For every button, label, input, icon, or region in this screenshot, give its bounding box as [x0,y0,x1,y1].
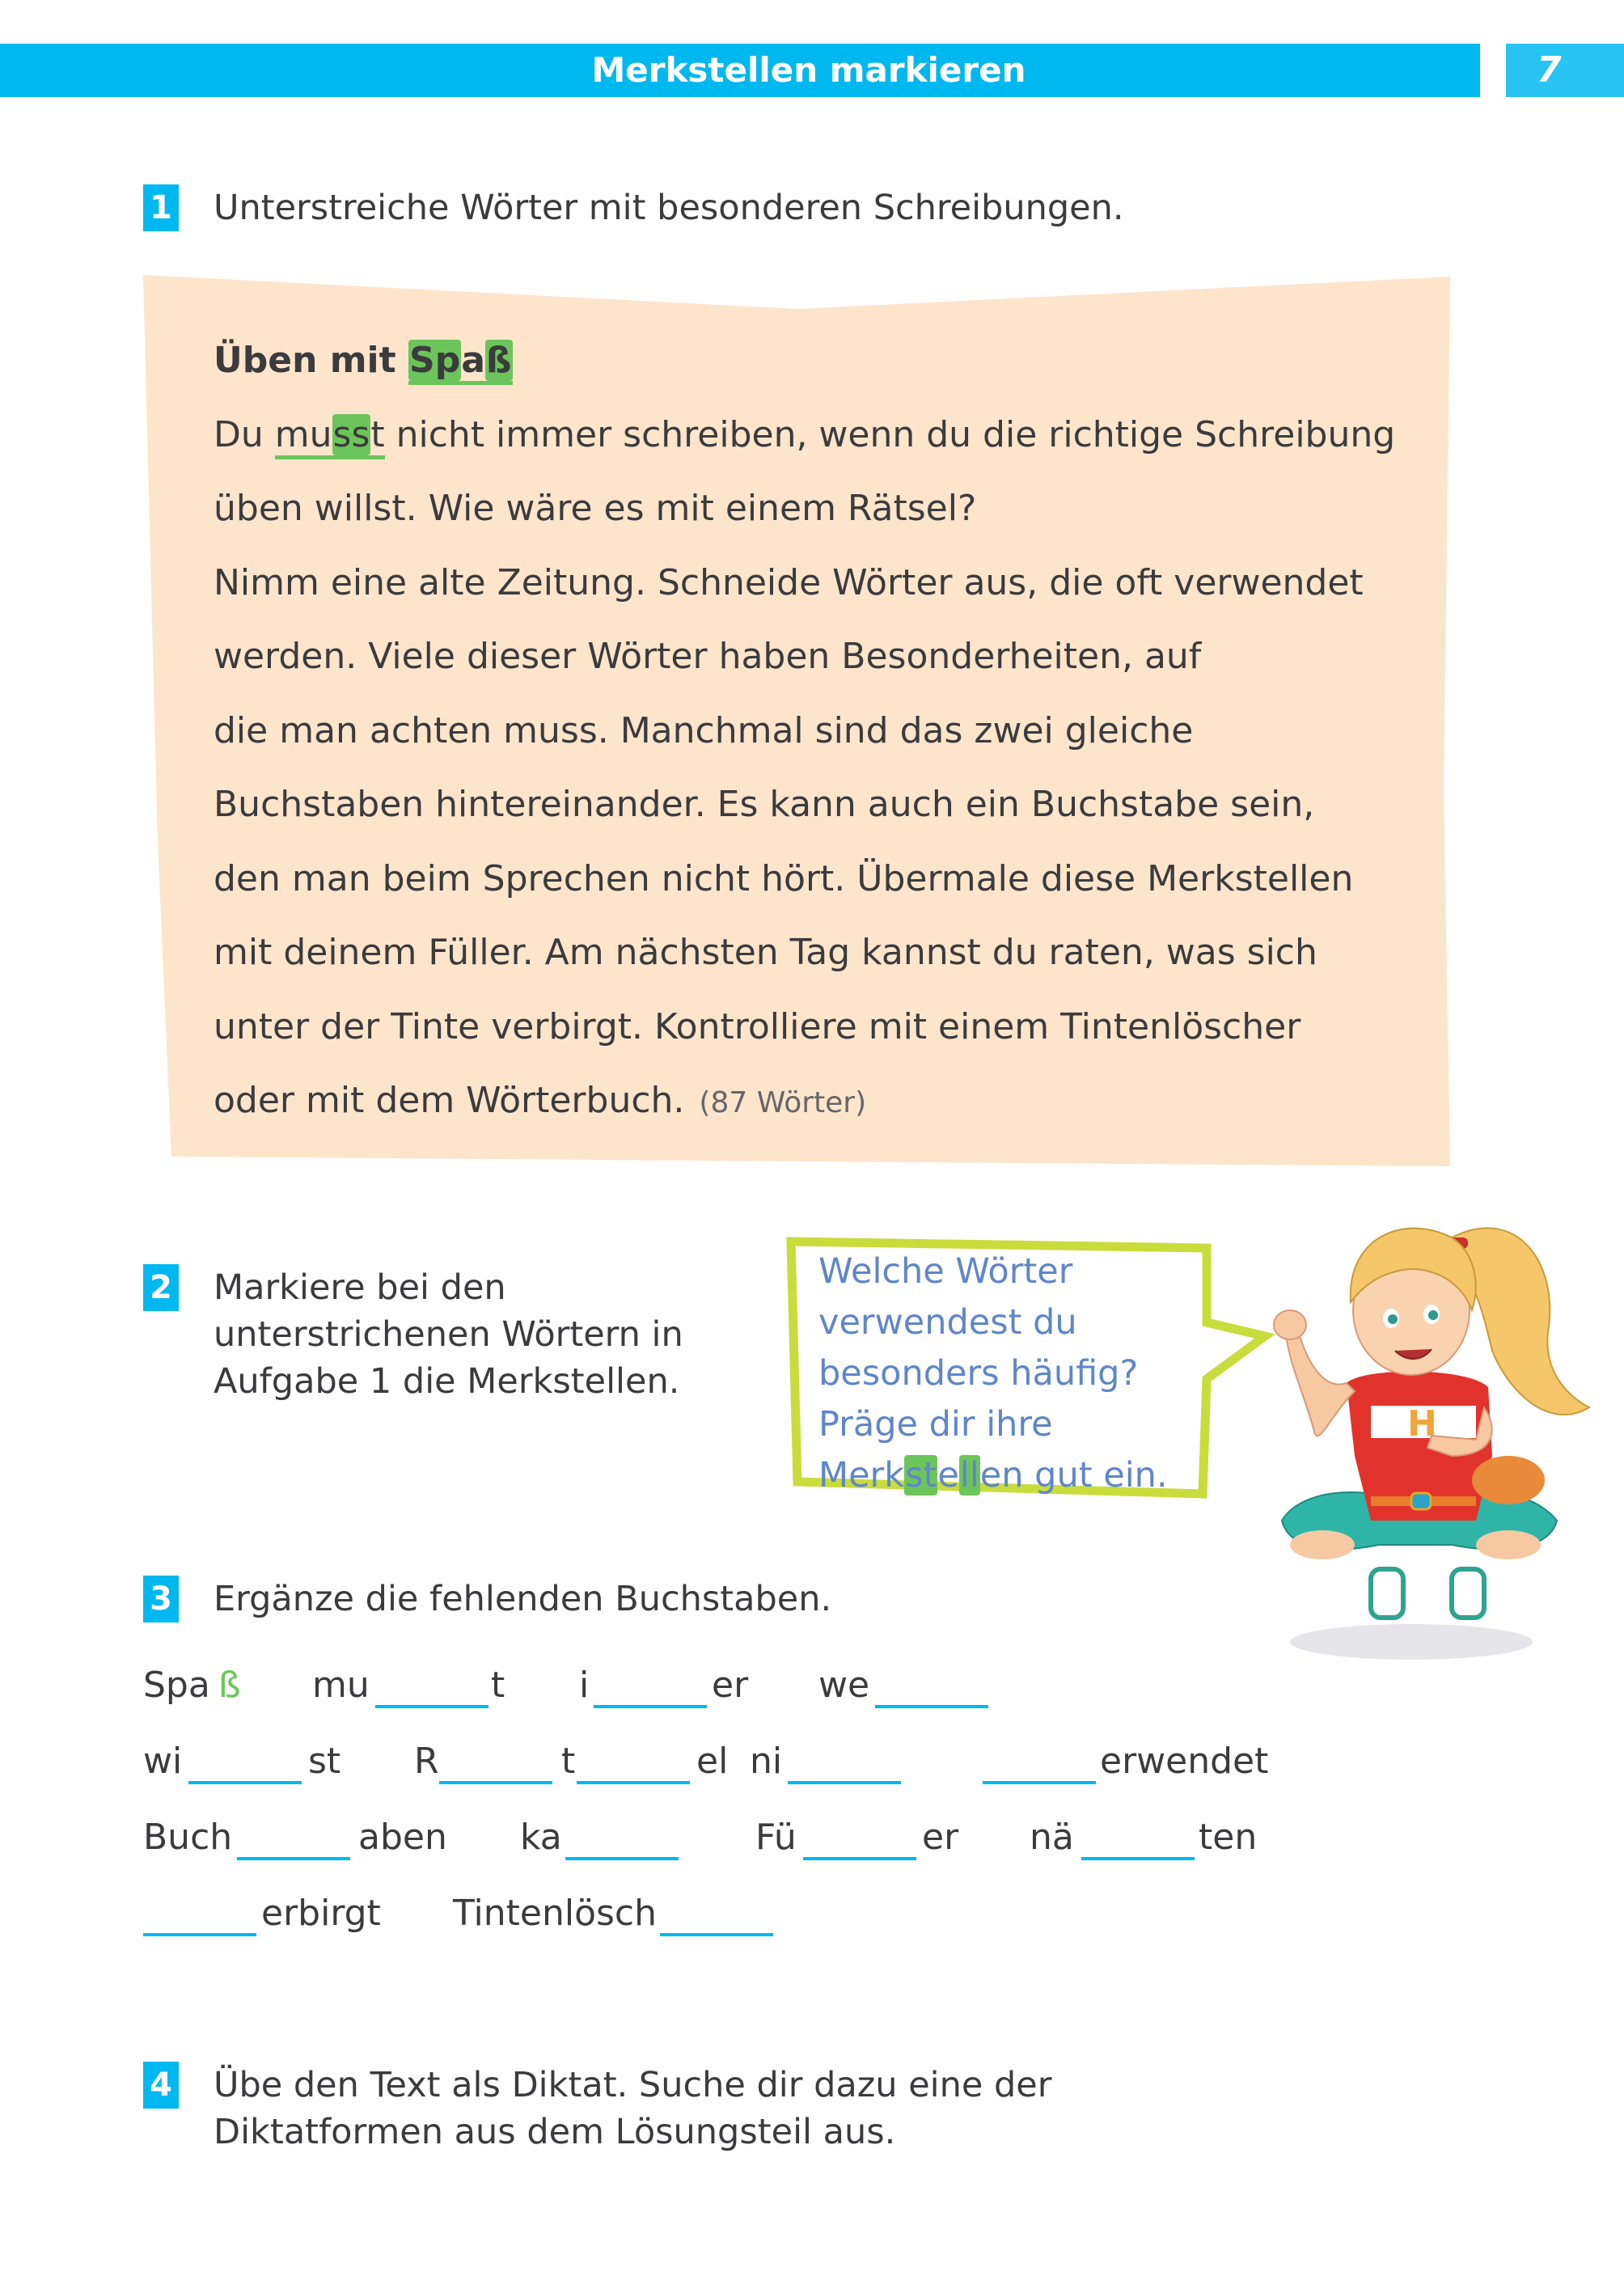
word-fragment: mu [312,1665,370,1706]
word-fragment: er [922,1817,959,1858]
word-fragment: er [712,1665,749,1706]
speech-bubble [786,1235,1288,1510]
task-3-badge: 3 [143,1576,179,1622]
bubble-line: Welche Wörter [818,1251,1073,1292]
box-line: den man beim Sprechen nicht hört. Übermale diese Merkstellen [214,857,1354,899]
word-fragment: i [579,1665,590,1706]
fill-blank[interactable] [577,1781,690,1784]
fill-blank[interactable] [188,1781,302,1784]
fill-blank[interactable] [375,1705,488,1708]
task-2-instruction: Markiere bei den unterstrichenen Wörtern in Aufgabe 1 die Merkstellen. [214,1267,683,1402]
box-line: die man achten muss. Manchmal sind das zwei gleiche [214,709,1194,751]
box-line: Buchstaben hintereinander. Es kann auch ein Buchstabe sein, [214,784,1315,825]
bubble-line: Präge dir ihre [818,1404,1053,1445]
fill-blank[interactable] [143,1933,256,1936]
fill-blank[interactable] [660,1933,773,1936]
word-fragment: t [561,1741,576,1782]
task-1-badge: 1 [143,184,179,231]
task-4-instruction: Übe den Text als Diktat. Suche dir dazu eine der Diktatformen aus dem Lösungsteil aus. [214,2065,1052,2152]
fill-blank[interactable] [237,1857,350,1860]
word-fragment: Tintenlösch [453,1893,657,1934]
word-fragment: nä [1030,1817,1074,1858]
bubble-line: besonders häufig? [818,1353,1139,1394]
page-number: 7 [1506,44,1624,97]
word-fragment: t [491,1665,505,1706]
fill-blank[interactable] [788,1781,901,1784]
word-fragment: el [696,1741,729,1782]
box-line: unter der Tinte verbirgt. Kontrolliere mit einem Tintenlöscher [214,1005,1301,1047]
word-fragment: st [308,1741,341,1782]
box-line: üben willst. Wie wäre es mit einem Rätsel? [214,488,977,529]
fill-blank[interactable] [565,1857,679,1860]
task-1-instruction: Unterstreiche Wörter mit besonderen Schreibungen. [214,188,1124,228]
word-fragment: erwendet [1100,1741,1269,1782]
bubble-line: Merkstellen gut ein. [818,1455,1168,1496]
box-line: werden. Viele dieser Wörter haben Besonderheiten, auf [214,636,1202,677]
box-title: Üben mit Spaß [214,324,1410,398]
fill-blank[interactable] [983,1781,1096,1784]
underlined-word-musst: musst [275,414,385,459]
task-3-instruction: Ergänze die fehlenden Buchstaben. [214,1579,832,1619]
word-fragment: erbirgt [261,1893,381,1934]
fill-blank[interactable] [439,1781,552,1784]
girl-character-illustration [1250,1189,1605,1674]
fill-blank[interactable] [1081,1857,1195,1860]
word-count: (87 Wörter) [699,1086,867,1119]
box-line: Nimm eine alte Zeitung. Schneide Wörter aus, die oft verwendet [214,561,1364,603]
box-line: oder mit dem Wörterbuch. (87 Wörter) [214,1080,867,1121]
reading-text-box [143,275,1450,1166]
word-fragment: ni [750,1741,783,1782]
word-fragment: aben [358,1817,447,1858]
bubble-line: verwendest du [818,1302,1077,1343]
word-fragment: R [414,1741,439,1782]
word-fragment: wi [143,1741,183,1782]
fill-blank[interactable] [594,1705,707,1708]
word-fragment: Buch [143,1817,233,1858]
box-line: Du musst nicht immer schreiben, wenn du die richtige Schreibung [214,398,1410,472]
word-fragment: ten [1199,1817,1258,1858]
task-2-badge: 2 [143,1264,179,1311]
task-4-badge: 4 [143,2062,179,2109]
example-word: Spa ß [143,1665,241,1706]
fill-blank[interactable] [875,1705,988,1708]
word-fragment: we [818,1665,870,1706]
box-line: mit deinem Füller. Am nächsten Tag kannst du raten, was sich [214,932,1317,973]
svg-text:H: H [1407,1403,1437,1445]
fill-blank[interactable] [803,1857,916,1860]
word-fragment: ka [520,1817,562,1858]
page-title: Merkstellen markieren [591,50,1026,90]
word-fragment: Fü [755,1817,797,1858]
